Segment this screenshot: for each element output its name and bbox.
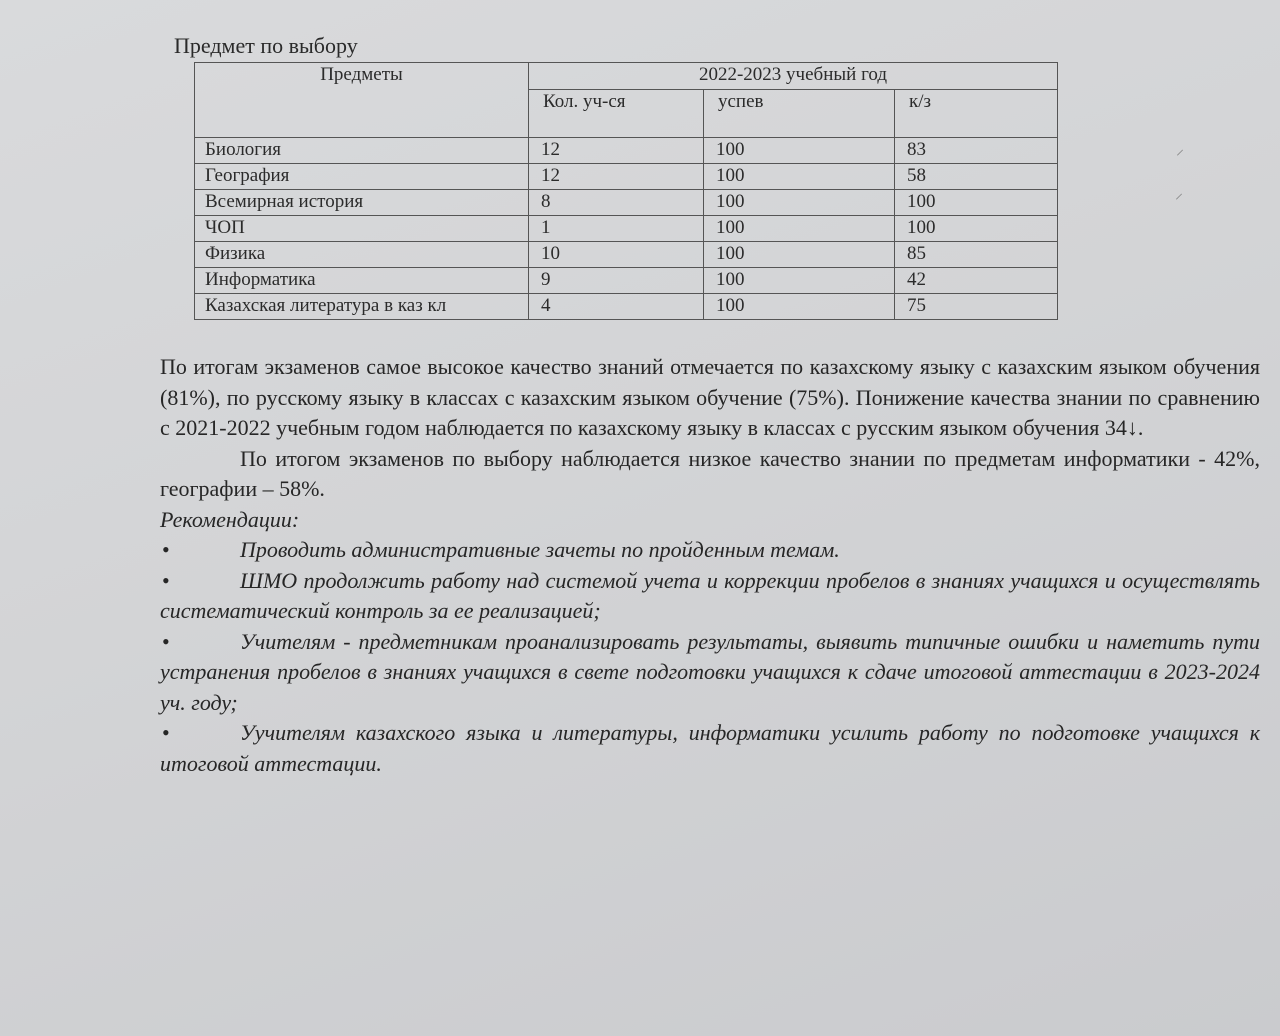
header-year: 2022-2023 учебный год: [529, 63, 1058, 90]
cell-quality: 58: [895, 164, 1058, 190]
recommendation-text: ШМО продолжить работу над системой учета и коррекции пробелов в знаниях учащихся и осуществлять систематический контроль за ее реализацией;: [160, 567, 1260, 623]
cell-subject: Биология: [195, 138, 529, 164]
table-row: [195, 216, 1058, 242]
cell-pass: 100: [704, 268, 895, 294]
bullet-icon: •: [162, 628, 170, 654]
electives-paragraph: По итогом экзаменов по выбору наблюдается низкое качество знании по предметам информатики - 42%, географии – 58%.: [160, 445, 1260, 501]
cell-subject: Всемирная история: [195, 190, 529, 216]
cell-pass: 100: [704, 190, 895, 216]
table-header-row: [195, 63, 1058, 90]
cell-pass: 100: [704, 138, 895, 164]
header-count: Кол. уч-ся: [529, 90, 704, 138]
cell-count: 12: [529, 138, 704, 164]
cell-pass: 100: [704, 164, 895, 190]
cell-subject: География: [195, 164, 529, 190]
list-item: [160, 718, 1260, 779]
cell-pass: 100: [704, 294, 895, 320]
bullet-icon: •: [162, 567, 170, 593]
cell-quality: 85: [895, 242, 1058, 268]
bullet-icon: •: [162, 720, 170, 745]
table-row: [195, 294, 1058, 320]
report-text: [160, 352, 1260, 779]
cell-quality: 42: [895, 268, 1058, 294]
section-title: Предмет по выбору: [174, 33, 358, 58]
table-row: [195, 164, 1058, 190]
cell-count: 12: [529, 164, 704, 190]
cell-quality: 75: [895, 294, 1058, 320]
pen-mark: ⸍: [1176, 148, 1185, 165]
cell-pass: 100: [704, 216, 895, 242]
cell-subject: Физика: [195, 242, 529, 268]
recommendation-text: Уучителям казахского языка и литературы, информатики усилить работу по подготовке учащихся к итоговой аттестации.: [160, 720, 1260, 776]
cell-subject: ЧОП: [195, 216, 529, 242]
recommendation-text: Проводить административные зачеты по пройденным темам.: [240, 537, 840, 562]
recommendations-list: [160, 535, 1260, 779]
table-row: [195, 138, 1058, 164]
cell-count: 1: [529, 216, 704, 242]
cell-quality: 83: [895, 138, 1058, 164]
list-item: [160, 535, 1260, 566]
results-table: [194, 62, 1058, 320]
table-row: [195, 190, 1058, 216]
header-quality: к/з: [895, 90, 1058, 138]
cell-subject: Казахская литература в каз кл: [195, 294, 529, 320]
recommendation-text: Учителям - предметникам проанализировать результаты, выявить типичные ошибки и наметить пути устранения пробелов в знаниях учащихся в свете подготовки учащихся к сдаче итоговой аттестации в 2023-2024 уч. году;: [160, 628, 1260, 715]
pen-mark: ⸍: [1175, 192, 1184, 209]
cell-quality: 100: [895, 190, 1058, 216]
cell-count: 10: [529, 242, 704, 268]
table-row: [195, 268, 1058, 294]
header-pass: успев: [704, 90, 895, 138]
list-item: [160, 566, 1260, 627]
list-item: [160, 627, 1260, 719]
recommendations-title: Рекомендации:: [160, 506, 300, 532]
cell-quality: 100: [895, 216, 1058, 242]
table-row: [195, 242, 1058, 268]
cell-pass: 100: [704, 242, 895, 268]
cell-count: 9: [529, 268, 704, 294]
cell-count: 8: [529, 190, 704, 216]
bullet-icon: •: [162, 537, 170, 562]
header-subject: Предметы: [195, 63, 529, 138]
cell-subject: Информатика: [195, 268, 529, 294]
cell-count: 4: [529, 294, 704, 320]
summary-paragraph: По итогам экзаменов самое высокое качество знаний отмечается по казахскому языку с казахским языком обучения (81%), по русскому языку в классах с казахским языком обучение (75%). Понижение качества знании по сравнению с 2021-2022 учебным годом наблюдается по казахскому языку в классах с русским языком обучения 34↓.: [160, 354, 1260, 440]
